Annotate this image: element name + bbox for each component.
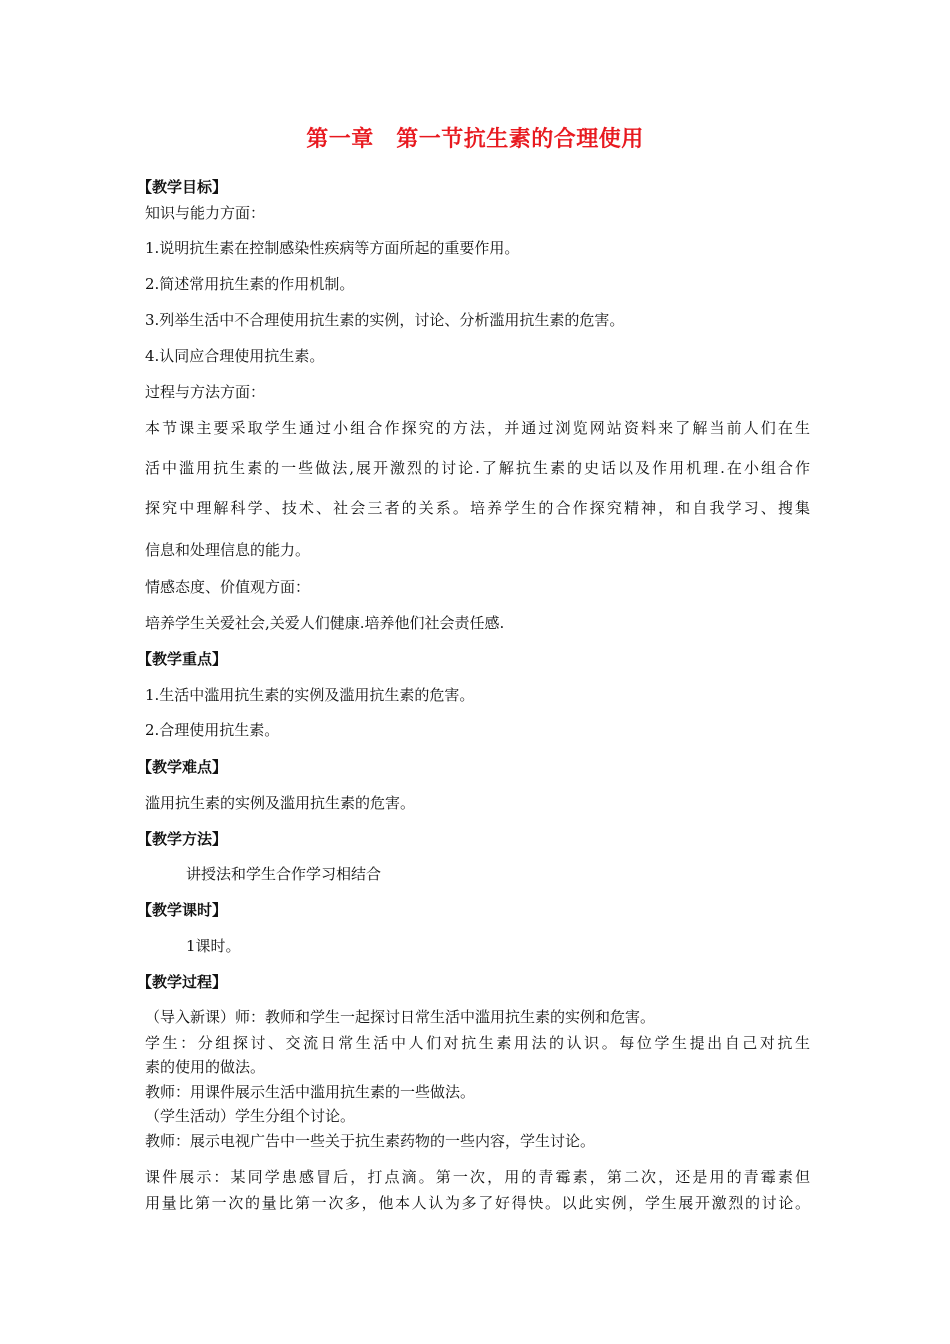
knowledge-item-3: 3.列举生活中不合理使用抗生素的实例，讨论、分析滥用抗生素的危害。 <box>145 311 625 329</box>
knowledge-item-2: 2.简述常用抗生素的作用机制。 <box>145 275 355 293</box>
teaching-method-text: 讲授法和学生合作学习相结合 <box>186 865 382 883</box>
process-paragraph-line-1: 本节课主要采取学生通过小组合作探究的方法，并通过浏览网站资料来了解当前人们在生 <box>145 419 810 437</box>
emotion-values-text: 培养学生关爱社会,关爱人们健康.培养他们社会责任感. <box>145 614 505 632</box>
class-hours-text: 1课时。 <box>186 937 241 955</box>
knowledge-ability-heading: 知识与能力方面： <box>145 204 266 222</box>
process-line-1: （导入新课）师：教师和学生一起探讨日常生活中滥用抗生素的实例和危害。 <box>145 1008 656 1026</box>
key-points-heading: 【教学重点】 <box>137 650 228 668</box>
teaching-goals-heading: 【教学目标】 <box>137 178 228 196</box>
process-paragraph-line-3: 探究中理解科学、技术、社会三者的关系。培养学生的合作探究精神，和自我学习、搜集 <box>145 499 810 517</box>
process-line-4: 教师：用课件展示生活中滥用抗生素的一些做法。 <box>145 1083 476 1101</box>
process-paragraph-line-2: 活中滥用抗生素的一些做法,展开激烈的讨论.了解抗生素的史话以及作用机理.在小组合作 <box>145 459 810 477</box>
teaching-method-heading: 【教学方法】 <box>137 830 228 848</box>
process-line-2: 学生：分组探讨、交流日常生活中人们对抗生素用法的认识。每位学生提出自己对抗生 <box>145 1034 810 1052</box>
document-title: 第一章 第一节抗生素的合理使用 <box>306 127 644 152</box>
difficulties-text: 滥用抗生素的实例及滥用抗生素的危害。 <box>145 794 416 812</box>
process-line-6: 教师：展示电视广告中一些关于抗生素药物的一些内容，学生讨论。 <box>145 1132 596 1150</box>
emotion-values-heading: 情感态度、价值观方面： <box>145 578 311 596</box>
knowledge-item-4: 4.认同应合理使用抗生素。 <box>145 347 325 365</box>
process-method-heading: 过程与方法方面： <box>145 383 266 401</box>
process-paragraph-line-4: 信息和处理信息的能力。 <box>145 541 311 559</box>
process-line-3: 素的使用的做法。 <box>145 1058 266 1076</box>
class-hours-heading: 【教学课时】 <box>137 901 228 919</box>
difficulties-heading: 【教学难点】 <box>137 758 228 776</box>
process-line-8: 用量比第一次的量比第一次多，他本人认为多了好得快。以此实例，学生展开激烈的讨论。 <box>145 1194 810 1212</box>
knowledge-item-1: 1.说明抗生素在控制感染性疾病等方面所起的重要作用。 <box>145 239 520 257</box>
process-line-5: （学生活动）学生分组个讨论。 <box>145 1107 356 1125</box>
key-point-2: 2.合理使用抗生素。 <box>145 721 280 739</box>
key-point-1: 1.生活中滥用抗生素的实例及滥用抗生素的危害。 <box>145 686 475 704</box>
process-line-7: 课件展示：某同学患感冒后，打点滴。第一次，用的青霉素，第二次，还是用的青霉素但 <box>145 1168 810 1186</box>
teaching-process-heading: 【教学过程】 <box>137 973 228 991</box>
